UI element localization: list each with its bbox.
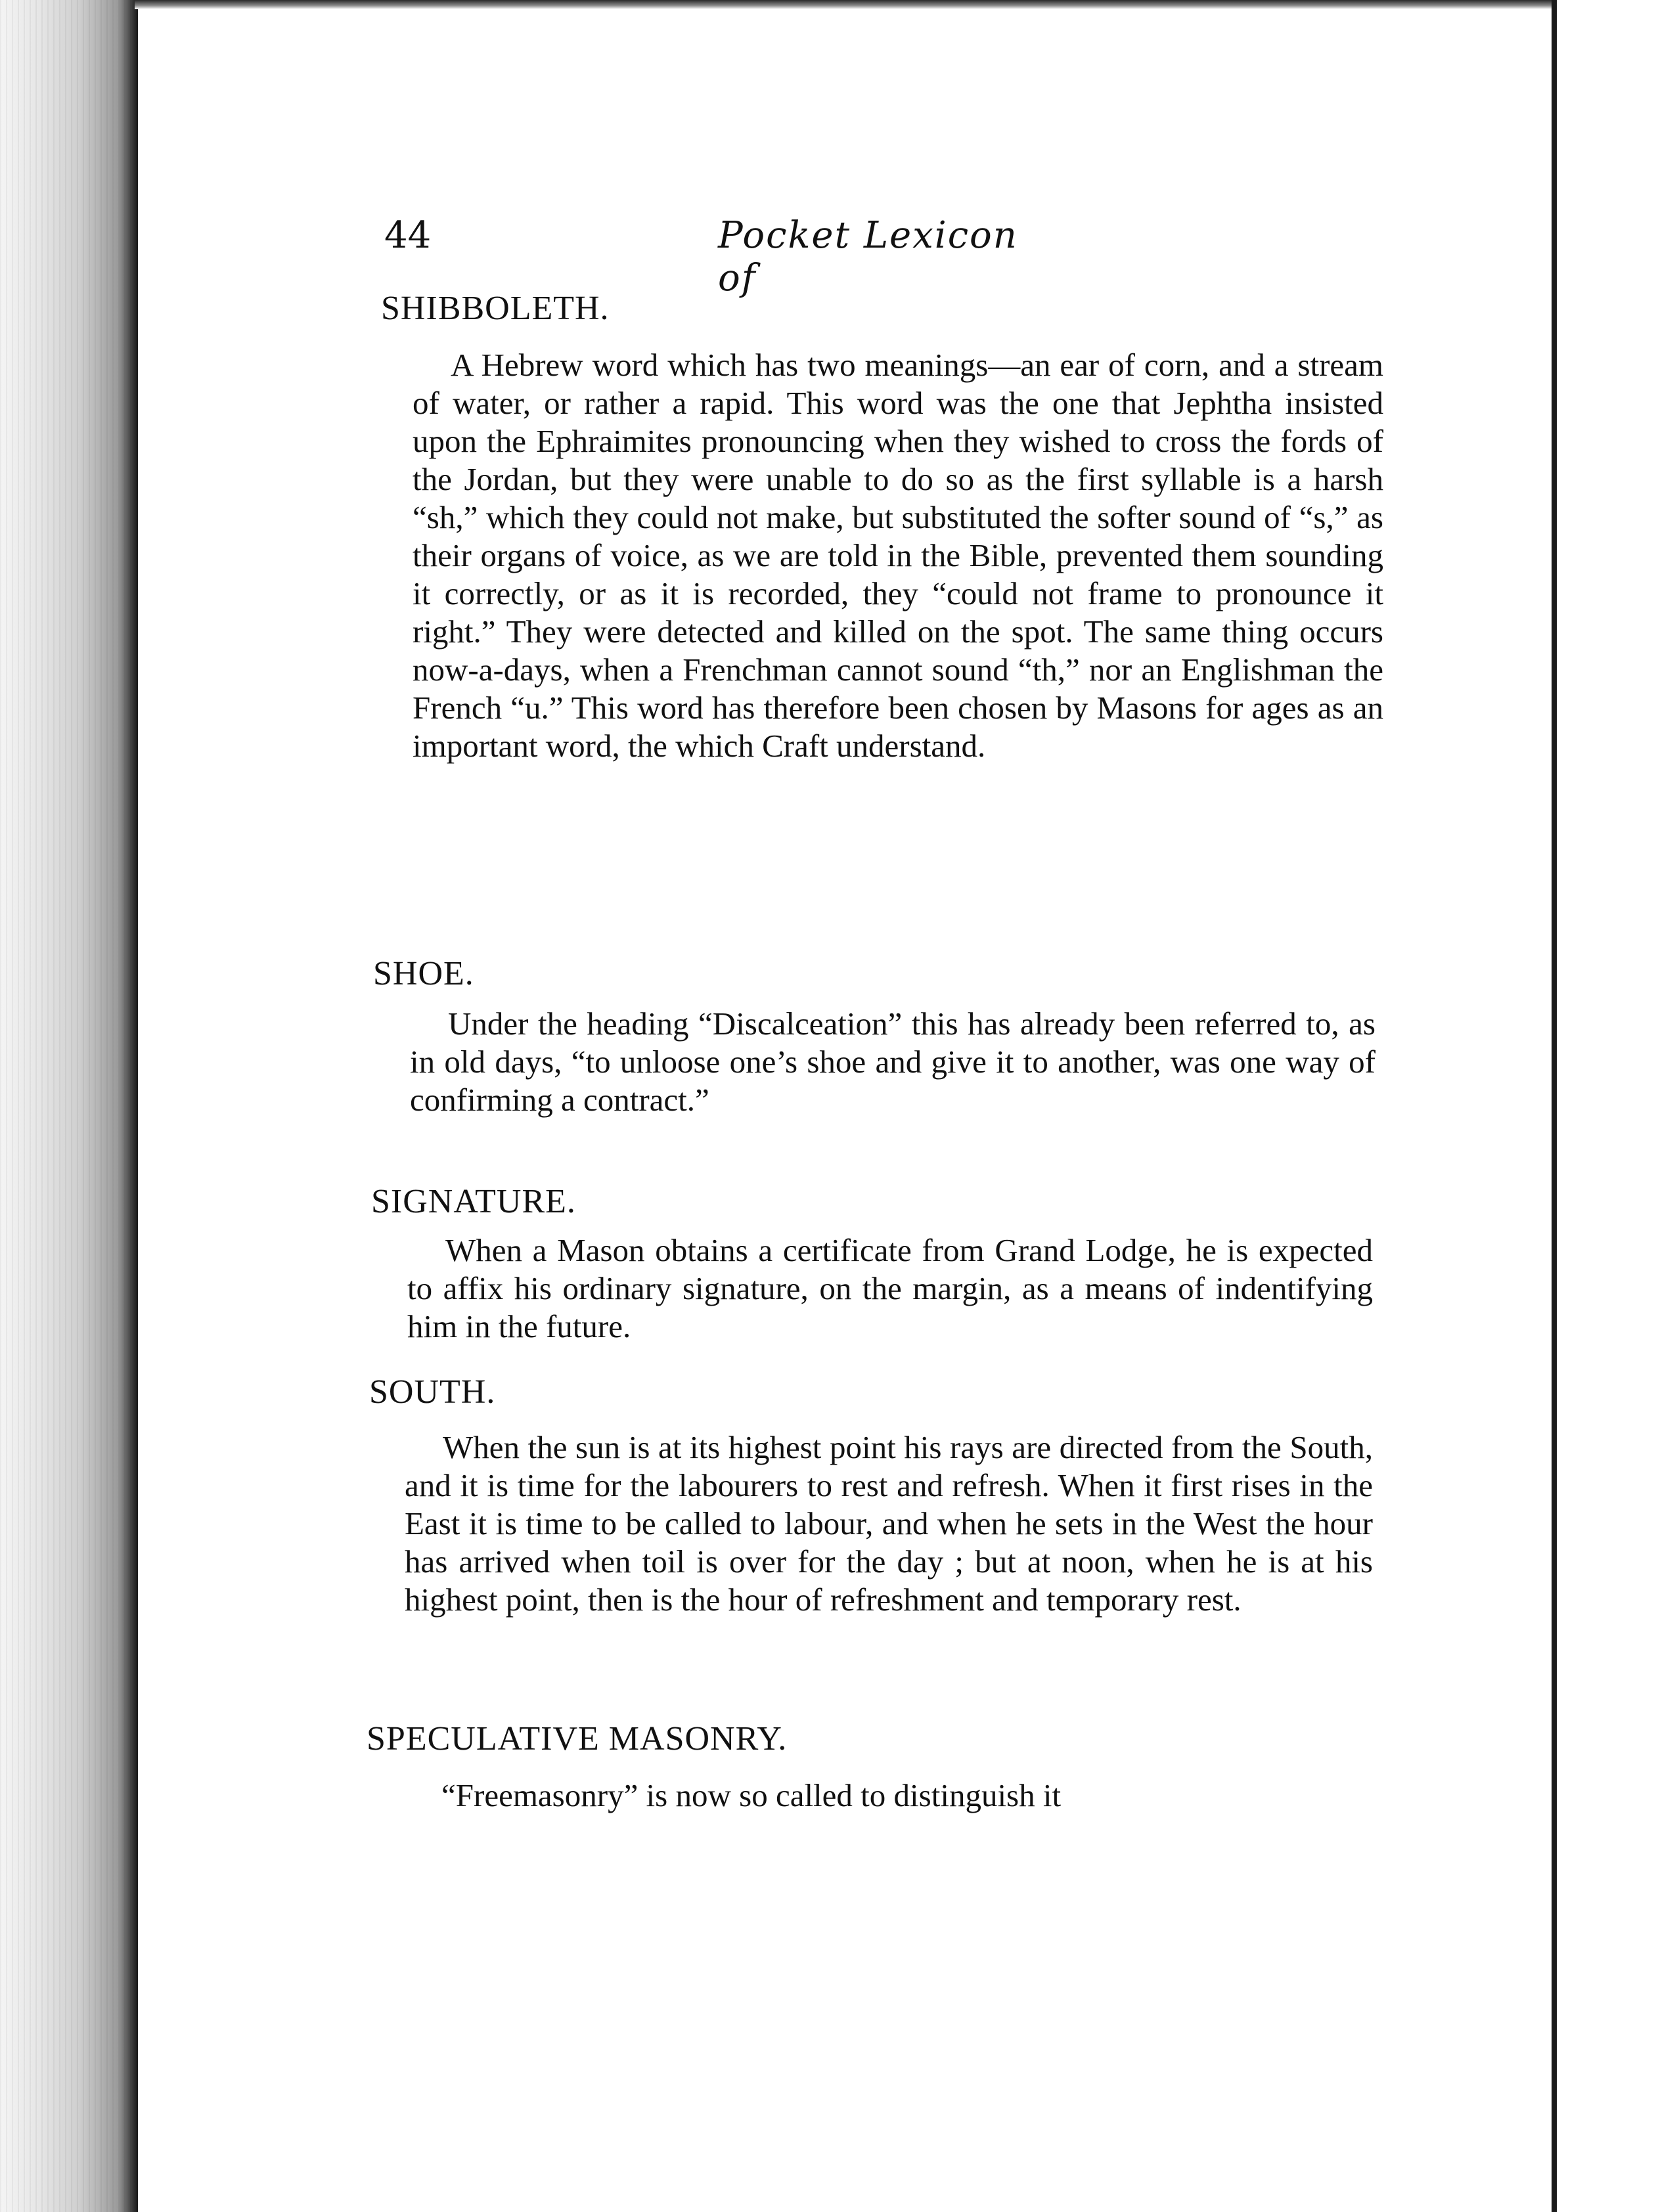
entry-heading-speculative-masonry: SPECULATIVE MASONRY.: [367, 1720, 788, 1758]
entry-body-shibboleth: [413, 346, 1383, 765]
entry-body-shoe: [410, 1005, 1376, 1119]
entry-heading-shibboleth: SHIBBOLETH.: [381, 290, 610, 327]
entry-text-shibboleth: A Hebrew word which has two meanings—an ear of corn, and a stream of water, or rather a rapid. This word was the one that Jephtha insisted upon the Ephraimites pronouncing when they wished to cross the fords of the Jordan, but they were unable to do so as the first syllable is a harsh “sh,” which they could not make, but substituted the softer sound of “s,” as their organs of voice, as we are told in the Bible, prevented them sounding it correctly, or as it is recorded, they “could not frame to pronounce it right.” They were detected and killed on the spot. The same thing occurs now-a-days, when a Frenchman cannot sound “th,” nor an Englishman the French “u.” This word has therefore been chosen by Masons for ages as an important word, the which Craft understand.: [413, 347, 1383, 764]
running-head: [384, 209, 1054, 299]
entry-body-signature: [407, 1231, 1373, 1346]
entry-text-south: When the sun is at its highest point his rays are directed from the South, and it is time for the labourers to rest and refresh. When it first rises in the East it is time to be called to labour, and when he sets in the West the hour has arrived when toil is over for the day ; but at noon, when he is at his highest point, then is the hour of refreshment and temporary rest.: [405, 1429, 1373, 1618]
right-margin: [1557, 0, 1679, 2212]
entry-body-south: [405, 1428, 1373, 1619]
entry-text-speculative-masonry: “Freemasonry” is now so called to distinguish it: [441, 1777, 1062, 1813]
entry-text-shoe: Under the heading “Discalceation” this has already been referred to, as in old days, “to unloose one’s shoe and give it to another, was one way of confirming a contract.”: [410, 1006, 1376, 1118]
page-number: 44: [384, 214, 432, 257]
entry-heading-shoe: SHOE.: [373, 955, 474, 992]
entry-body-speculative-masonry: [403, 1777, 1374, 1815]
entry-heading-signature: SIGNATURE.: [371, 1183, 576, 1220]
top-page-edge: [135, 0, 1554, 9]
entry-text-signature: When a Mason obtains a certificate from Grand Lodge, he is expected to affix his ordinary signature, on the margin, as a means of indentifying him in the future.: [407, 1232, 1373, 1344]
running-title: Pocket Lexicon of: [718, 214, 1018, 299]
entry-heading-south: SOUTH.: [369, 1373, 496, 1411]
gutter-texture: [0, 0, 138, 2212]
facing-page-edge: [1552, 0, 1557, 2212]
